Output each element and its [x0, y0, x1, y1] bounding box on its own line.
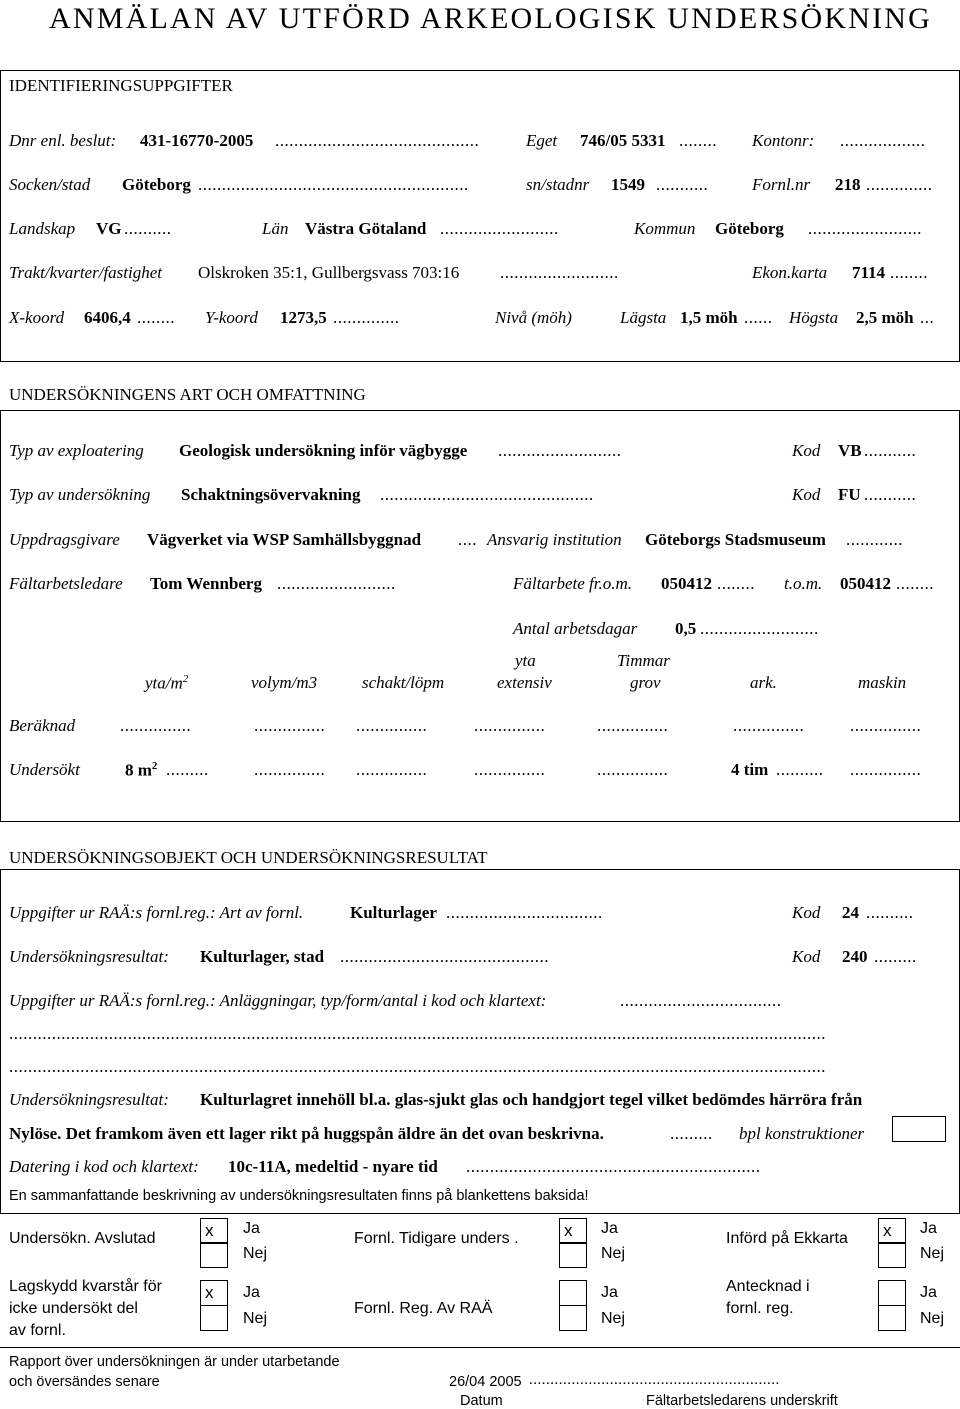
- lagskydd-ja-label: Ja: [243, 1284, 260, 1301]
- dnr-dots: ...........................................: [275, 131, 480, 150]
- ykoord-dots: ..............: [333, 308, 400, 327]
- dnr-label: Dnr enl. beslut:: [9, 131, 117, 150]
- ansvarig-value[interactable]: Göteborgs Stadsmuseum: [645, 530, 826, 549]
- beraknad-grov[interactable]: ...............: [597, 716, 669, 735]
- reg-raa-nej-checkbox[interactable]: [559, 1305, 587, 1331]
- tidigare-nej-label: Nej: [601, 1245, 626, 1262]
- avslutad-label: Undersökn. Avslutad: [9, 1230, 156, 1247]
- ykoord-value[interactable]: 1273,5: [280, 308, 327, 327]
- undersokt-grov[interactable]: ...............: [597, 760, 669, 779]
- raa-kod-dots: ..........: [866, 903, 914, 922]
- lagskydd-nej-checkbox[interactable]: [200, 1305, 228, 1331]
- lagskydd-label-2: icke undersökt del: [9, 1300, 138, 1317]
- hogsta-value[interactable]: 2,5 möh: [856, 308, 914, 327]
- avslutad-ja-label: Ja: [243, 1220, 260, 1237]
- faltarbetsledare-value[interactable]: Tom Wennberg: [150, 574, 262, 593]
- page-title: ANMÄLAN AV UTFÖRD ARKEOLOGISK UNDERSÖKNING: [49, 2, 933, 35]
- result2-line1[interactable]: Kulturlagret innehöll bl.a. glas-sjukt glas och handgjort tegel vilket bedömdes härröra från: [200, 1090, 863, 1109]
- antal-arbetsdagar-dots: .........................: [700, 619, 819, 638]
- snstadnr-value[interactable]: 1549: [611, 175, 645, 194]
- avslutad-nej-label: Nej: [243, 1245, 268, 1262]
- reg-raa-nej-label: Nej: [601, 1310, 626, 1327]
- faltarbete-from-label: Fältarbete fr.o.m.: [513, 574, 632, 593]
- datum-label: Datum: [460, 1393, 503, 1409]
- col-yta-top: yta: [515, 651, 536, 670]
- tidigare-ja-label: Ja: [601, 1220, 618, 1237]
- kod2-dots: ...........: [864, 485, 917, 504]
- antecknad-ja-checkbox[interactable]: [878, 1280, 906, 1306]
- kommun-label: Kommun: [634, 219, 696, 238]
- lagskydd-label-1: Lagskydd kvarstår för: [9, 1278, 162, 1295]
- status-divider: [0, 1213, 960, 1214]
- eget-value[interactable]: 746/05 5331: [580, 131, 666, 150]
- typ-exploatering-value[interactable]: Geologisk undersökning inför vägbygge: [179, 441, 468, 460]
- raa-art-value[interactable]: Kulturlager: [350, 903, 437, 922]
- beraknad-volym[interactable]: ...............: [254, 716, 326, 735]
- result2-line2[interactable]: Nylöse. Det framkom även ett lager rikt på huggspån äldre än det ovan beskrivna.: [9, 1124, 604, 1143]
- snstadnr-dots: ...........: [656, 175, 709, 194]
- reg-raa-ja-checkbox[interactable]: [559, 1280, 587, 1306]
- lan-value[interactable]: Västra Götaland: [305, 219, 427, 238]
- hogsta-dots: ...: [920, 308, 935, 327]
- raa-art-dots: .................................: [446, 903, 603, 922]
- reg-raa-ja-label: Ja: [601, 1284, 618, 1301]
- fornlnr-label: Fornl.nr: [752, 175, 811, 194]
- faltarbetsledare-dots: .........................: [277, 574, 396, 593]
- ekkarta-ja-checkbox[interactable]: x: [878, 1218, 906, 1244]
- antecknad-nej-label: Nej: [920, 1310, 945, 1327]
- snstadnr-label: sn/stadnr: [526, 175, 590, 194]
- kod2-value[interactable]: FU: [838, 485, 861, 504]
- ansvarig-dots: ............: [846, 530, 903, 549]
- ekonkarta-dots: ........: [890, 263, 928, 282]
- faltarbetsledare-label: Fältarbetsledare: [9, 574, 123, 593]
- kommun-value[interactable]: Göteborg: [715, 219, 784, 238]
- lagskydd-nej-label: Nej: [243, 1310, 268, 1327]
- undersokt-yta[interactable]: 8 $m^2$: [125, 760, 158, 780]
- undersokt-volym[interactable]: ...............: [254, 760, 326, 779]
- fornlnr-value[interactable]: 218: [835, 175, 861, 194]
- kod1-label: Kod: [792, 441, 821, 460]
- footer-divider: [0, 1347, 960, 1348]
- trakt-dots: .........................: [500, 263, 619, 282]
- undersokt-extensiv[interactable]: ...............: [474, 760, 546, 779]
- faltarbete-from-value[interactable]: 050412: [661, 574, 712, 593]
- result-dots: ............................................: [340, 947, 549, 966]
- beraknad-yta[interactable]: ...............: [120, 716, 192, 735]
- result-kod-value[interactable]: 240: [842, 947, 868, 966]
- date-value[interactable]: 26/04 2005: [449, 1374, 522, 1390]
- undersokt-yta-dots: .........: [166, 760, 209, 779]
- raa-kod-label: Kod: [792, 903, 821, 922]
- col-yta-m2: yta/$m^2$: [145, 673, 189, 693]
- datering-dots: ..............................................................: [466, 1157, 761, 1176]
- result-value[interactable]: Kulturlager, stad: [200, 947, 325, 966]
- ekkarta-nej-checkbox[interactable]: [878, 1242, 906, 1268]
- dnr-value[interactable]: 431-16770-2005: [140, 131, 254, 150]
- antal-arbetsdagar-value[interactable]: 0,5: [675, 619, 697, 638]
- fornlnr-dots: ..............: [866, 175, 933, 194]
- anlaggningar-line2[interactable]: ............................................................................................................................................................................: [9, 1024, 826, 1043]
- rapport-line-1: Rapport över undersökningen är under utarbetande: [9, 1354, 340, 1370]
- uppdragsgivare-label: Uppdragsgivare: [9, 530, 120, 549]
- result-heading: UNDERSÖKNINGSOBJEKT OCH UNDERSÖKNINGSRESULTAT: [9, 848, 488, 867]
- anlaggningar-line3[interactable]: ............................................................................................................................................................................: [9, 1057, 826, 1076]
- kontonr-dots[interactable]: ..................: [840, 131, 926, 150]
- trakt-label: Trakt/kvarter/fastighet: [9, 263, 162, 282]
- kod1-value[interactable]: VB: [838, 441, 862, 460]
- result-label: Undersökningsresultat:: [9, 947, 169, 966]
- antecknad-nej-checkbox[interactable]: [878, 1305, 906, 1331]
- ansvarig-label: Ansvarig institution: [487, 530, 622, 549]
- undersokt-ark-dots: ..........: [776, 760, 824, 779]
- tom-dots: ........: [896, 574, 934, 593]
- avslutad-ja-checkbox[interactable]: x: [200, 1218, 228, 1244]
- antal-arbetsdagar-label: Antal arbetsdagar: [513, 619, 638, 638]
- col-schakt: schakt/löpm: [362, 673, 445, 692]
- undersokt-label: Undersökt: [9, 760, 80, 779]
- beraknad-extensiv[interactable]: ...............: [474, 716, 546, 735]
- typ-undersokning-label: Typ av undersökning: [9, 485, 151, 504]
- result-kod-label: Kod: [792, 947, 821, 966]
- col-maskin: maskin: [858, 673, 907, 692]
- socken-dots: .........................................................: [198, 175, 469, 194]
- eget-label: Eget: [526, 131, 558, 150]
- raa-art-label: Uppgifter ur RAÄ:s fornl.reg.: Art av fornl.: [9, 903, 304, 922]
- result2-dots: .........: [670, 1124, 713, 1143]
- col-volym: volym/m3: [251, 673, 318, 692]
- summary-note: En sammanfattande beskrivning av undersökningsresultaten finns på blankettens baksida!: [9, 1188, 589, 1204]
- eget-dots: ........: [679, 131, 717, 150]
- typ-exploatering-dots: ..........................: [498, 441, 622, 460]
- lagskydd-ja-checkbox[interactable]: x: [200, 1280, 228, 1306]
- lagskydd-label-3: av fornl.: [9, 1322, 66, 1339]
- ekkarta-ja-label: Ja: [920, 1220, 937, 1237]
- xkoord-label: X-koord: [9, 308, 65, 327]
- result2-label: Undersökningsresultat:: [9, 1090, 169, 1109]
- reg-raa-label: Fornl. Reg. Av RAÄ: [354, 1300, 493, 1317]
- uppdragsgivare-dots: ....: [458, 530, 477, 549]
- tidigare-nej-checkbox[interactable]: [559, 1242, 587, 1268]
- antecknad-ja-label: Ja: [920, 1284, 937, 1301]
- typ-exploatering-label: Typ av exploatering: [9, 441, 144, 460]
- tidigare-label: Fornl. Tidigare unders .: [354, 1230, 519, 1247]
- tidigare-ja-checkbox[interactable]: x: [559, 1218, 587, 1244]
- beraknad-maskin[interactable]: ...............: [850, 716, 922, 735]
- xkoord-dots: ........: [137, 308, 175, 327]
- signature-label: Fältarbetsledarens underskrift: [646, 1393, 838, 1409]
- niva-label: Nivå (möh): [495, 308, 572, 327]
- tom-label: t.o.m.: [784, 574, 823, 593]
- kod2-label: Kod: [792, 485, 821, 504]
- datering-label: Datering i kod och klartext:: [9, 1157, 199, 1176]
- bpl-label: bpl konstruktioner: [739, 1124, 865, 1143]
- ekkarta-label: Införd på Ekkarta: [726, 1230, 848, 1247]
- trakt-value[interactable]: Olskroken 35:1, Gullbergsvass 703:16: [198, 263, 460, 282]
- typ-undersokning-value[interactable]: Schaktningsövervakning: [181, 485, 361, 504]
- avslutad-nej-checkbox[interactable]: [200, 1242, 228, 1268]
- col-timmar: Timmar: [617, 651, 670, 670]
- tom-value[interactable]: 050412: [840, 574, 891, 593]
- bpl-checkbox[interactable]: [892, 1116, 946, 1142]
- landskap-dots: ..........: [124, 219, 172, 238]
- scope-heading: UNDERSÖKNINGENS ART OCH OMFATTNING: [9, 385, 366, 404]
- col-ark: ark.: [750, 673, 777, 692]
- faltarbete-from-dots: ........: [717, 574, 755, 593]
- ekonkarta-value[interactable]: 7114: [852, 263, 886, 282]
- lagsta-value[interactable]: 1,5 möh: [680, 308, 738, 327]
- lagsta-dots: ......: [744, 308, 773, 327]
- xkoord-value[interactable]: 6406,4: [84, 308, 131, 327]
- hogsta-label: Högsta: [789, 308, 839, 327]
- beraknad-ark[interactable]: ...............: [733, 716, 805, 735]
- typ-undersokning-dots: .............................................: [380, 485, 594, 504]
- undersokt-ark[interactable]: 4 tim: [731, 760, 769, 779]
- anlaggningar-dots[interactable]: ..................................: [620, 991, 782, 1010]
- datering-value[interactable]: 10c-11A, medeltid - nyare tid: [228, 1157, 438, 1176]
- rapport-line-2: och översändes senare: [9, 1374, 160, 1390]
- ekonkarta-label: Ekon.karta: [752, 263, 828, 282]
- socken-value[interactable]: Göteborg: [122, 175, 191, 194]
- signature-dots[interactable]: ...........................................................: [529, 1372, 780, 1388]
- uppdragsgivare-value[interactable]: Vägverket via WSP Samhällsbyggnad: [147, 530, 422, 549]
- lagsta-label: Lägsta: [620, 308, 667, 327]
- undersokt-maskin[interactable]: ...............: [850, 760, 922, 779]
- col-yta-extensiv: extensiv: [497, 673, 552, 692]
- landskap-value[interactable]: VG: [96, 219, 122, 238]
- anlaggningar-label: Uppgifter ur RAÄ:s fornl.reg.: Anläggningar, typ/form/antal i kod och klartext:: [9, 991, 547, 1010]
- lan-label: Län: [262, 219, 289, 238]
- kod1-dots: ...........: [864, 441, 917, 460]
- socken-label: Socken/stad: [9, 175, 91, 194]
- identification-heading: IDENTIFIERINGSUPPGIFTER: [9, 76, 233, 95]
- undersokt-schakt[interactable]: ...............: [356, 760, 428, 779]
- beraknad-schakt[interactable]: ...............: [356, 716, 428, 735]
- raa-kod-value[interactable]: 24: [842, 903, 859, 922]
- antecknad-label-1: Antecknad i: [726, 1278, 810, 1295]
- result-kod-dots: .........: [874, 947, 917, 966]
- kommun-dots: ........................: [808, 219, 922, 238]
- lan-dots: .........................: [440, 219, 559, 238]
- landskap-label: Landskap: [9, 219, 76, 238]
- ykoord-label: Y-koord: [205, 308, 258, 327]
- ekkarta-nej-label: Nej: [920, 1245, 945, 1262]
- beraknad-label: Beräknad: [9, 716, 76, 735]
- col-grov: grov: [630, 673, 661, 692]
- antecknad-label-2: fornl. reg.: [726, 1300, 794, 1317]
- kontonr-label: Kontonr:: [752, 131, 815, 150]
